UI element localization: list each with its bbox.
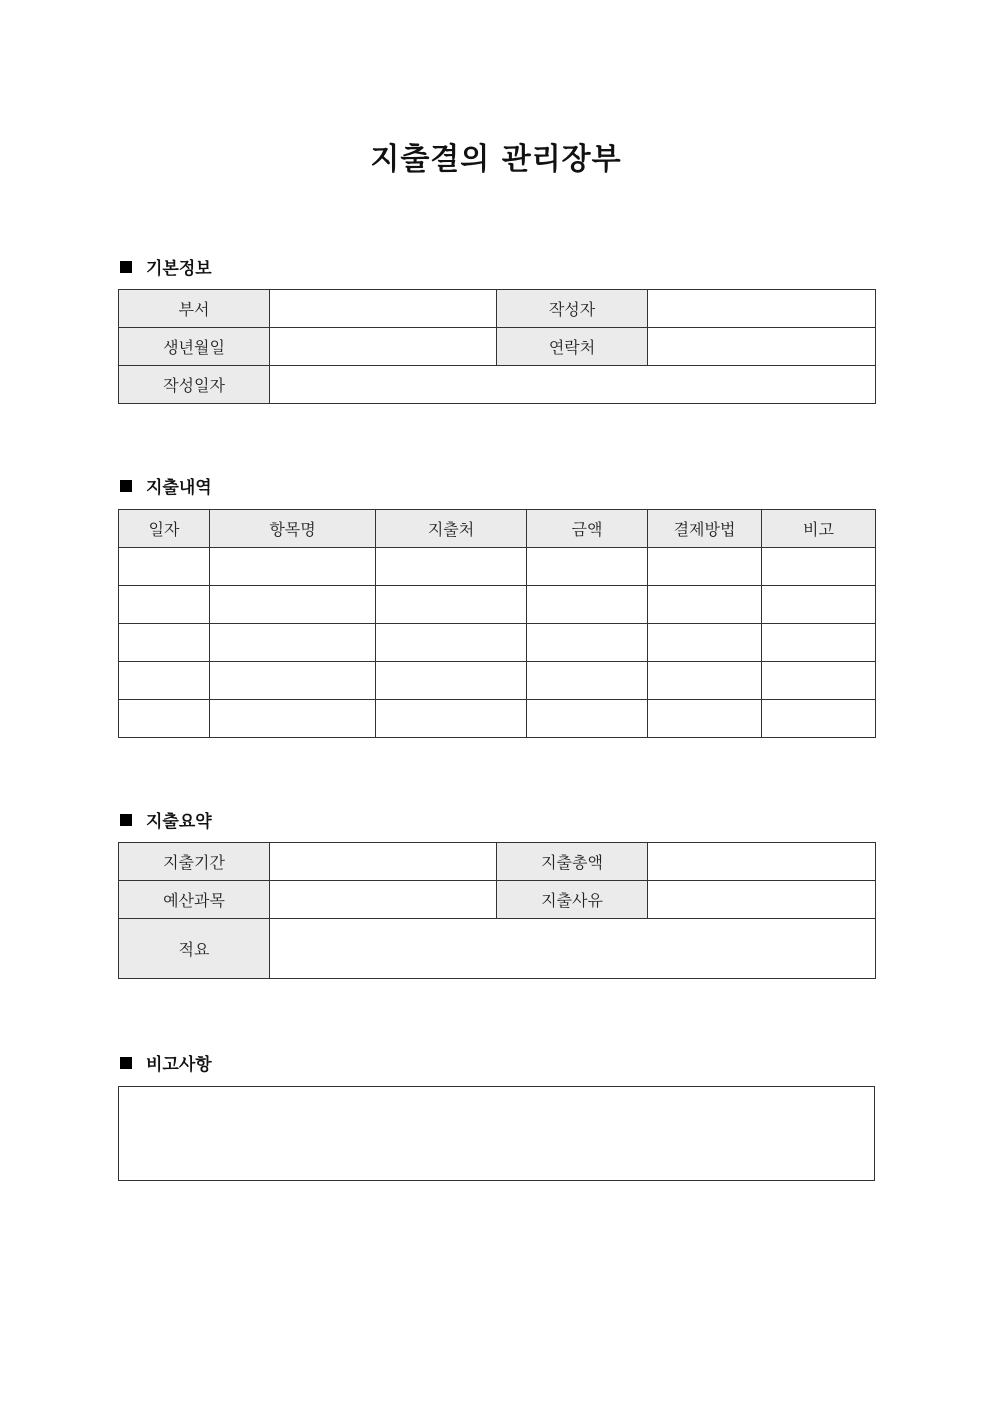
date-cell[interactable] xyxy=(119,662,210,700)
date-cell[interactable] xyxy=(119,586,210,624)
table-row xyxy=(119,662,876,700)
remarks-heading-text: 비고사항 xyxy=(146,1055,212,1075)
payment-method-cell[interactable] xyxy=(648,662,762,700)
written-date-field[interactable] xyxy=(270,366,876,404)
amount-cell[interactable] xyxy=(527,548,648,586)
table-row xyxy=(119,586,876,624)
department-label: 부서 xyxy=(119,290,270,328)
column-header-amount: 금액 xyxy=(527,510,648,548)
item-name-cell[interactable] xyxy=(210,548,376,586)
table-header-row xyxy=(119,510,876,548)
note-cell[interactable] xyxy=(762,624,876,662)
table-row xyxy=(119,366,876,404)
item-name-cell[interactable] xyxy=(210,700,376,738)
table-row xyxy=(119,919,876,979)
expense-details-table xyxy=(118,509,876,738)
expense-total-label: 지출총액 xyxy=(497,843,648,881)
square-bullet-icon xyxy=(120,1057,132,1069)
contact-field[interactable] xyxy=(648,328,876,366)
remarks-box[interactable] xyxy=(118,1086,875,1181)
basic-info-table xyxy=(118,289,876,404)
amount-cell[interactable] xyxy=(527,662,648,700)
table-row xyxy=(119,624,876,662)
page-title: 지출결의 관리장부 xyxy=(370,142,622,177)
table-row xyxy=(119,328,876,366)
table-row xyxy=(119,290,876,328)
budget-item-field[interactable] xyxy=(270,881,497,919)
date-cell[interactable] xyxy=(119,548,210,586)
item-name-cell[interactable] xyxy=(210,662,376,700)
amount-cell[interactable] xyxy=(527,700,648,738)
square-bullet-icon xyxy=(120,261,132,273)
amount-cell[interactable] xyxy=(527,586,648,624)
basic-info-heading-text: 기본정보 xyxy=(146,259,212,279)
column-header-item-name: 항목명 xyxy=(210,510,376,548)
table-row xyxy=(119,843,876,881)
note-cell[interactable] xyxy=(762,548,876,586)
contact-label: 연락처 xyxy=(497,328,648,366)
expense-period-label: 지출기간 xyxy=(119,843,270,881)
note-cell[interactable] xyxy=(762,662,876,700)
column-header-date: 일자 xyxy=(119,510,210,548)
square-bullet-icon xyxy=(120,814,132,826)
payee-cell[interactable] xyxy=(376,624,527,662)
item-name-cell[interactable] xyxy=(210,624,376,662)
note-cell[interactable] xyxy=(762,586,876,624)
expense-summary-heading xyxy=(118,807,212,832)
budget-item-label: 예산과목 xyxy=(119,881,270,919)
square-bullet-icon xyxy=(120,480,132,492)
date-cell[interactable] xyxy=(119,624,210,662)
date-cell[interactable] xyxy=(119,700,210,738)
column-header-payee: 지출처 xyxy=(376,510,527,548)
summary-note-label: 적요 xyxy=(119,919,270,979)
expense-summary-table xyxy=(118,842,876,979)
department-field[interactable] xyxy=(270,290,497,328)
payment-method-cell[interactable] xyxy=(648,586,762,624)
payee-cell[interactable] xyxy=(376,662,527,700)
written-date-label: 작성일자 xyxy=(119,366,270,404)
expense-reason-field[interactable] xyxy=(648,881,876,919)
birthdate-label: 생년월일 xyxy=(119,328,270,366)
expense-details-heading xyxy=(118,473,212,498)
table-row xyxy=(119,700,876,738)
expense-total-field[interactable] xyxy=(648,843,876,881)
payee-cell[interactable] xyxy=(376,700,527,738)
payment-method-cell[interactable] xyxy=(648,624,762,662)
payee-cell[interactable] xyxy=(376,548,527,586)
note-cell[interactable] xyxy=(762,700,876,738)
column-header-payment-method: 결제방법 xyxy=(648,510,762,548)
author-field[interactable] xyxy=(648,290,876,328)
basic-info-heading xyxy=(118,254,212,279)
birthdate-field[interactable] xyxy=(270,328,497,366)
summary-note-field[interactable] xyxy=(270,919,876,979)
expense-summary-heading-text: 지출요약 xyxy=(146,812,212,832)
table-row xyxy=(119,548,876,586)
expense-reason-label: 지출사유 xyxy=(497,881,648,919)
table-row xyxy=(119,881,876,919)
expense-details-heading-text: 지출내역 xyxy=(146,478,212,498)
item-name-cell[interactable] xyxy=(210,586,376,624)
payment-method-cell[interactable] xyxy=(648,700,762,738)
column-header-note: 비고 xyxy=(762,510,876,548)
payee-cell[interactable] xyxy=(376,586,527,624)
remarks-heading xyxy=(118,1050,212,1075)
amount-cell[interactable] xyxy=(527,624,648,662)
payment-method-cell[interactable] xyxy=(648,548,762,586)
author-label: 작성자 xyxy=(497,290,648,328)
expense-period-field[interactable] xyxy=(270,843,497,881)
